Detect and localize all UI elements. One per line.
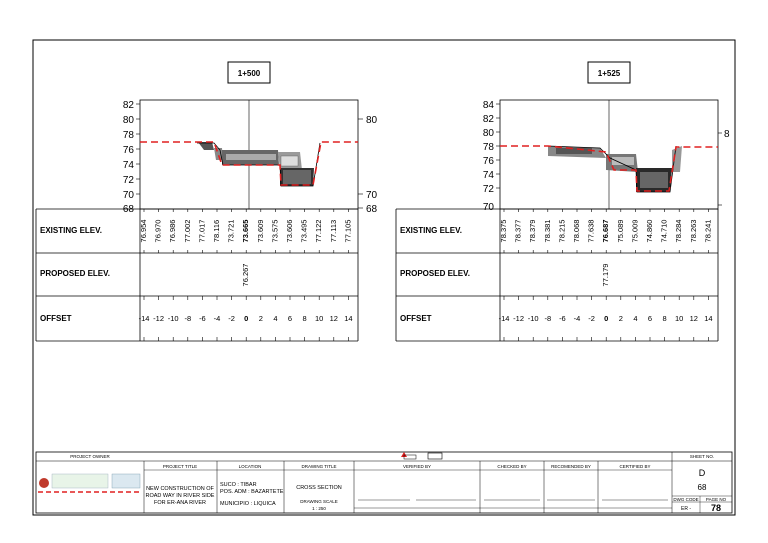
existing-elev-value: 73.721 [226, 219, 236, 243]
existing-elev-value: 74.710 [659, 219, 669, 243]
offset-value: 10 [315, 314, 324, 323]
project-title-line-1: NEW CONSTRUCTION OF [146, 486, 214, 492]
offset-value: 12 [689, 314, 698, 323]
offset-value: 2 [618, 314, 623, 323]
band-columns [499, 209, 713, 341]
y-tick-label-right: 80 [366, 115, 378, 126]
offset-value: 4 [633, 314, 638, 323]
project-title-label: PROJECT TITLE [162, 464, 198, 469]
project-title-line-3: FOR ER-ANA RIVER [154, 500, 206, 506]
existing-elev-value: 78.379 [528, 219, 538, 243]
owner-logo-text-image [52, 474, 108, 488]
cross-section-1+500 [36, 62, 378, 341]
page-no: 78 [710, 503, 722, 513]
verified-by-label: VERIFIED BY [402, 464, 432, 469]
sheet-no-label: SHEET NO. [689, 454, 715, 459]
y-tick-label: 70 [482, 202, 494, 213]
row-label-existing: EXISTING ELEV. [400, 226, 462, 235]
y-tick-label: 70 [122, 190, 134, 201]
dwg-code-label: DWG CODE [673, 497, 699, 502]
existing-elev-value: 78.116 [212, 219, 221, 243]
existing-elev-value: 78.263 [688, 219, 698, 243]
offset-value: 0 [244, 314, 249, 323]
offset-value: -6 [199, 314, 206, 323]
y-tick-label: 78 [122, 130, 134, 141]
y-tick-label: 82 [122, 100, 134, 111]
offset-value: 6 [287, 314, 293, 323]
existing-elev-value: 75.009 [630, 219, 640, 243]
existing-elev-value: 78.241 [703, 219, 713, 243]
proposed-elev-value: 76.267 [241, 263, 251, 287]
drawing-title: CROSS SECTION [296, 485, 342, 491]
dwg-code: ER - [681, 506, 691, 512]
existing-elev-value: 78.284 [674, 219, 684, 243]
checked-by-label: CHECKED BY [497, 464, 527, 469]
offset-value: -6 [559, 314, 566, 323]
sheet-number: 68 [697, 483, 707, 492]
existing-elev-value: 73.665 [241, 219, 251, 243]
location-suco: SUCO : TIBAR [220, 482, 257, 488]
y-axis-left [123, 100, 140, 215]
row-label-offset: OFFSET [400, 314, 432, 323]
station-label: 1+500 [237, 69, 261, 78]
owner-logo-image [112, 474, 140, 488]
offset-value: 2 [258, 314, 263, 323]
row-label-proposed: PROPOSED ELEV. [40, 269, 110, 278]
existing-elev-value: 77.113 [328, 219, 338, 243]
page-no-label: PAGE NO [705, 497, 727, 502]
offset-value: -2 [228, 314, 235, 323]
offset-value: 8 [302, 314, 307, 323]
y-tick-label-right: 68 [366, 204, 378, 215]
y-axis-left [483, 100, 500, 213]
cross-section-1+525 [396, 62, 730, 341]
existing-elev-value: 77.017 [197, 219, 207, 243]
existing-elev-value: 75.089 [615, 219, 625, 243]
location-pos-adm: POS. ADM : BAZARTETE [220, 489, 284, 495]
y-tick-label: 74 [482, 170, 494, 181]
sheet-letter: D [698, 468, 706, 478]
y-axis-right [718, 129, 730, 205]
y-tick-label: 84 [482, 100, 494, 111]
offset-value: 4 [273, 314, 278, 323]
drawing-scale-label: DRAWING SCALE [300, 499, 338, 504]
project-owner-label: PROJECT OWNER [70, 454, 110, 459]
offset-value: 14 [344, 314, 353, 323]
offset-value: -4 [213, 314, 221, 323]
existing-elev-value: 76.970 [153, 219, 163, 243]
row-label-existing: EXISTING ELEV. [40, 226, 102, 235]
existing-elev-value: 73.495 [299, 219, 309, 243]
existing-elev-value: 73.575 [270, 219, 280, 243]
existing-elev-value: 78.377 [513, 219, 523, 243]
recommended-by-label: RECOMENDED BY [551, 464, 591, 469]
y-tick-label: 72 [122, 175, 134, 186]
existing-elev-value: 77.105 [343, 219, 353, 243]
offset-value: -2 [588, 314, 595, 323]
y-tick-label-right: 8 [724, 129, 730, 140]
y-tick-label: 82 [482, 114, 494, 125]
y-tick-label: 80 [482, 128, 494, 139]
existing-elev-value: 77.638 [586, 219, 596, 243]
offset-value: -12 [153, 314, 165, 323]
y-tick-label: 74 [122, 160, 134, 171]
existing-elev-value: 78.381 [542, 219, 552, 243]
offset-value: -12 [513, 314, 525, 323]
offset-value: -14 [498, 314, 510, 323]
existing-elev-value: 77.002 [182, 219, 192, 243]
y-axis-right [358, 115, 378, 215]
offset-value: -8 [184, 314, 192, 323]
existing-elev-value: 76.954 [139, 219, 148, 243]
existing-elev-value: 74.860 [645, 219, 654, 243]
certified-by-label: CERTIFIED BY [619, 464, 651, 469]
row-label-proposed: PROPOSED ELEV. [400, 269, 470, 278]
row-label-offset: OFFSET [40, 314, 72, 323]
existing-elev-value: 73.606 [285, 219, 294, 243]
existing-elev-value: 76.687 [601, 219, 611, 243]
sheet-border [33, 40, 735, 515]
owner-emblem-icon [39, 478, 49, 488]
existing-elev-value: 77.122 [314, 219, 324, 243]
y-tick-label: 72 [482, 184, 494, 195]
owner-logos [38, 474, 140, 492]
band-columns [139, 209, 353, 341]
offset-value: 6 [647, 314, 653, 323]
y-tick-label: 80 [122, 115, 134, 126]
existing-elev-value: 78.375 [499, 219, 508, 243]
title-block [36, 452, 732, 513]
existing-elev-value: 76.986 [168, 219, 178, 243]
proposed-elev-value: 77.179 [601, 263, 611, 287]
y-tick-label: 76 [482, 156, 494, 167]
offset-value: -10 [527, 314, 539, 323]
offset-value: 10 [675, 314, 684, 323]
location-label: LOCATION [238, 464, 262, 469]
offset-value: 12 [329, 314, 338, 323]
compass-icon [401, 452, 442, 459]
existing-elev-value: 78.068 [572, 219, 581, 243]
y-tick-label: 68 [122, 204, 134, 215]
offset-value: -14 [138, 314, 150, 323]
y-tick-label: 78 [482, 142, 494, 153]
existing-elev-value: 78.215 [557, 219, 567, 243]
y-tick-label: 76 [122, 145, 134, 156]
offset-value: 8 [662, 314, 667, 323]
drawing-scale: 1 : 250 [312, 506, 326, 511]
offset-value: -8 [544, 314, 552, 323]
offset-value: 14 [704, 314, 713, 323]
existing-ground-profile [548, 146, 682, 192]
project-title-line-2: ROAD WAY IN RIVER SIDE [145, 493, 215, 499]
drawing-title-label: DRAWING TITLE [301, 464, 337, 469]
location-municipio: MUNICIPIO : LIQUICA [220, 501, 276, 507]
offset-value: 0 [604, 314, 609, 323]
existing-elev-value: 73.609 [255, 219, 265, 243]
station-label: 1+525 [597, 69, 621, 78]
offset-value: -4 [573, 314, 581, 323]
offset-value: -10 [167, 314, 179, 323]
y-tick-label-right: 70 [366, 190, 378, 201]
